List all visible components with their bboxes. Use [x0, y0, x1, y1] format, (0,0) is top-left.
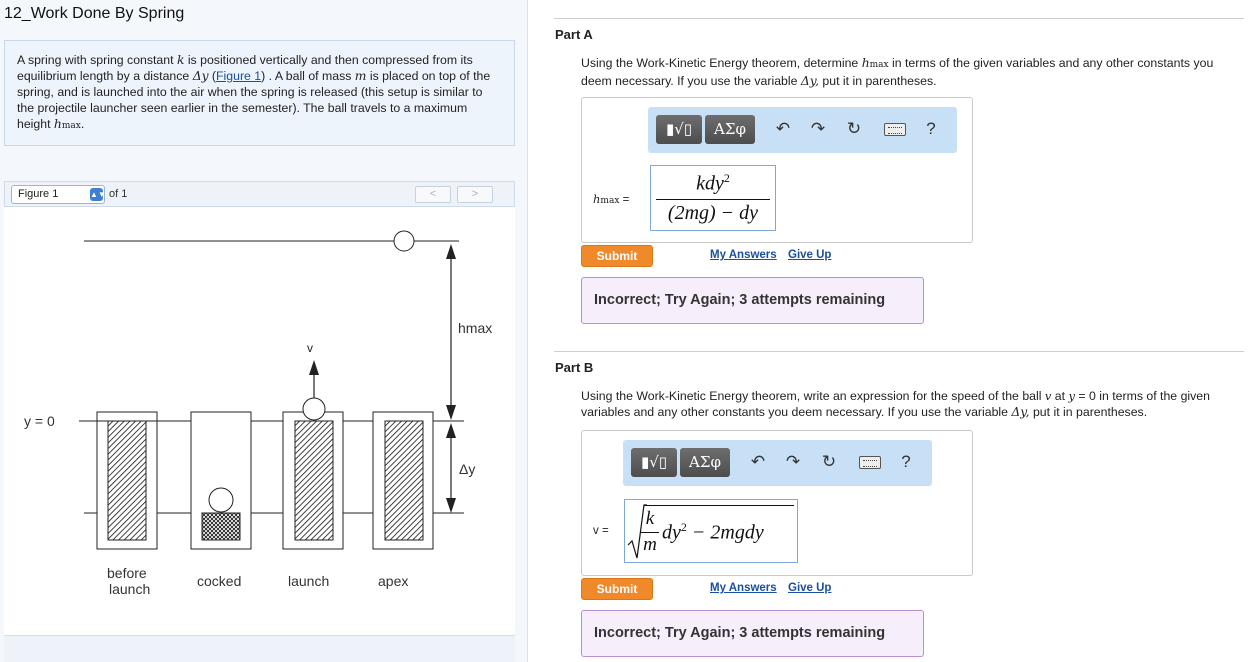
figure-count: of 1 [109, 188, 128, 200]
dy-label: Δy [459, 461, 476, 477]
ball-cocked [209, 488, 233, 512]
tail-text: − 2mgdy [686, 521, 764, 544]
left-pane [0, 0, 528, 662]
template-radical-icon[interactable]: ▮√▯ [631, 448, 677, 477]
help-icon[interactable]: ? [926, 119, 936, 138]
var-h: h [593, 192, 601, 206]
var-y: y [1068, 389, 1075, 403]
part-a-give-up-link[interactable]: Give Up [788, 249, 832, 261]
part-b-title: Part B [555, 360, 594, 375]
part-b-submit-button[interactable]: Submit [581, 578, 653, 600]
stage-label-before-1: before [107, 565, 147, 581]
question-text: Using the Work-Kinetic Energy theorem, determine [581, 56, 862, 70]
part-a-question [581, 55, 1241, 89]
var-v: v [1044, 389, 1052, 403]
figure-1 [4, 207, 515, 635]
right-pane [529, 0, 1260, 662]
part-a-submit-button[interactable]: Submit [581, 245, 653, 267]
part-a-feedback: Incorrect; Try Again; 3 attempts remaining [581, 277, 924, 324]
part-b-answer-box [581, 430, 973, 576]
question-text: in terms of the given variables and any other constants you deem necessary. If you use the variable [581, 56, 1214, 88]
hmax-label: hmax [458, 320, 493, 336]
var-dy: Δy [192, 69, 209, 83]
var-h-sub: max [869, 60, 889, 70]
reset-icon[interactable]: ↻ [821, 452, 837, 471]
part-b-my-answers-link[interactable]: My Answers [710, 582, 777, 594]
symbols-button[interactable]: ΑΣφ [705, 115, 755, 144]
part-a-title: Part A [555, 27, 593, 42]
chevron-updown-icon: ▲▼ [90, 190, 106, 199]
problem-text: . [80, 117, 85, 131]
spring-before [108, 421, 146, 540]
question-text: at [1051, 389, 1069, 403]
radical-bar [644, 505, 794, 506]
frac-denominator: m [643, 534, 657, 555]
spring-cocked [202, 513, 240, 540]
tail-dy: dy [662, 521, 681, 544]
fraction-denominator: (2mg) − dy [667, 202, 759, 224]
question-text: put it in parentheses. [818, 74, 937, 88]
stage-label-before-2: launch [109, 581, 151, 597]
spring-apex [385, 421, 423, 540]
math-toolbar [623, 440, 932, 486]
figure-select[interactable] [11, 185, 105, 204]
problem-text: ( [208, 69, 217, 83]
var-k: k [176, 53, 185, 67]
fraction-numerator [651, 171, 775, 196]
expression-tail [662, 520, 764, 545]
ball-launch [303, 398, 325, 420]
problem-statement [4, 40, 515, 146]
problem-text: A spring with spring constant [17, 53, 177, 67]
var-h-sub: max [600, 196, 620, 206]
symbols-button[interactable]: ΑΣφ [680, 448, 730, 477]
undo-icon[interactable]: ↶ [750, 452, 766, 471]
redo-icon[interactable]: ↷ [785, 452, 801, 471]
var-m: m [354, 69, 367, 83]
keyboard-icon[interactable] [859, 456, 881, 469]
var-h: h [53, 117, 62, 131]
var-dy: Δy, [1011, 405, 1030, 419]
figure-nav-bar [4, 181, 515, 207]
problem-text: ) . A ball of mass [261, 69, 355, 83]
problem-text: is positioned vertically and then compressed from its equilibrium length by a distance [17, 53, 473, 83]
template-radical-icon[interactable]: ▮√▯ [656, 115, 702, 144]
part-b-give-up-link[interactable]: Give Up [788, 582, 832, 594]
stage-label-apex: apex [378, 573, 409, 589]
figure-select-value: Figure 1 [18, 188, 59, 200]
help-icon[interactable]: ? [901, 452, 911, 471]
left-footer [4, 635, 515, 662]
math-toolbar [648, 107, 957, 153]
part-a-divider [554, 18, 1244, 19]
reset-icon[interactable]: ↻ [846, 119, 862, 138]
tail-exponent: 2 [680, 520, 687, 534]
part-a-answer-box [581, 97, 973, 243]
part-a-answer-label [593, 192, 629, 206]
var-h-sub: max [61, 121, 81, 131]
question-text: put it in parentheses. [1029, 405, 1148, 419]
var-h: h [861, 56, 870, 70]
spring-launch [295, 421, 333, 540]
keyboard-icon[interactable] [884, 123, 906, 136]
frac-bar [641, 532, 659, 533]
velocity-label: v [307, 341, 313, 355]
part-b-answer-input[interactable] [624, 499, 798, 563]
var-dy: Δy, [800, 74, 819, 88]
page-title: 12_Work Done By Spring [4, 5, 185, 22]
apex-ball [394, 231, 414, 251]
figure-link[interactable]: Figure 1 [216, 69, 262, 83]
problem-text: is placed on top of the spring, and is launched into the air when the spring is released (this setup is similar to the projectile launcher seen earlier in the semester). The ball travels to a maximum height [17, 69, 491, 131]
numerator-exponent: 2 [723, 171, 730, 185]
stage-label-launch: launch [288, 573, 330, 589]
next-figure-button[interactable]: > [457, 186, 493, 203]
spring-diagram [4, 207, 515, 635]
question-text: Using the Work-Kinetic Energy theorem, write an expression for the speed of the ball [581, 389, 1045, 403]
part-b-question [581, 388, 1241, 420]
part-a-answer-input[interactable] [650, 165, 776, 231]
part-a-my-answers-link[interactable]: My Answers [710, 249, 777, 261]
part-b-feedback: Incorrect; Try Again; 3 attempts remaining [581, 610, 924, 657]
undo-icon[interactable]: ↶ [775, 119, 791, 138]
part-b-divider [554, 351, 1244, 352]
stage-label-cocked: cocked [197, 573, 242, 589]
y0-label: y = 0 [24, 413, 55, 429]
fraction-bar [656, 199, 770, 200]
redo-icon[interactable]: ↷ [810, 119, 826, 138]
equals-sign: = [622, 194, 630, 206]
prev-figure-button[interactable]: < [415, 186, 451, 203]
numerator-text: kdy [696, 172, 724, 195]
part-b-answer-label: v = [593, 525, 609, 537]
question-text: = 0 in terms of the given variables and any other constants you deem necessary. If you use the variable [581, 389, 1210, 419]
frac-numerator: k [645, 508, 655, 529]
